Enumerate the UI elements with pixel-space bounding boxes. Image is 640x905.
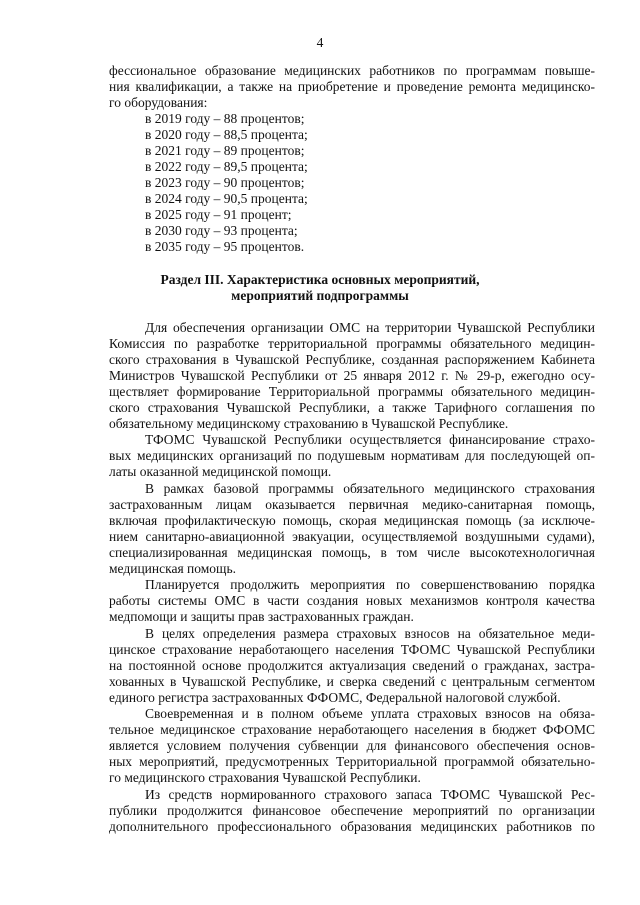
text-line: латы оказанной медицинской помощи. — [109, 464, 332, 479]
list-item: в 2030 году – 93 процента; — [145, 223, 298, 238]
paragraph-first-line: ТФОМС Чувашской Республики осуществляется финансирование страхо- — [145, 432, 595, 447]
text-line: Министров Чувашской Республики от 25 января 2012 г. № 29-р, ежегодно осу- — [109, 368, 595, 383]
text-line: специализированная медицинская помощь, в том числе высокотехнологичная — [109, 545, 595, 560]
list-item: в 2020 году – 88,5 процента; — [145, 127, 308, 142]
list-item: в 2025 году – 91 процент; — [145, 207, 292, 222]
text-line: вых медицинских организаций по подушевым нормативам для последующей оп- — [109, 448, 595, 463]
text-line: единого регистра застрахованных ФФОМС, Федеральной налоговой службой. — [109, 690, 561, 705]
text-line: ния квалификации, а также на приобретение и проведение ремонта медицинско- — [109, 79, 595, 94]
text-line: медицинская помощь. — [109, 561, 236, 576]
text-line: обязательному медицинскому страхованию в Чувашской Республике. — [109, 416, 509, 431]
text-line: фессиональное образование медицинских работников по программам повыше- — [109, 63, 595, 78]
text-line: го медицинского страхования Чувашской Республики. — [109, 770, 421, 785]
paragraph-first-line: Из средств нормированного страхового запаса ТФОМС Чувашской Рес- — [145, 787, 595, 802]
list-item: в 2019 году – 88 процентов; — [145, 111, 305, 126]
text-line: цинское страхование неработающего населения ТФОМС Чувашской Республики — [109, 642, 595, 657]
list-item: в 2021 году – 89 процентов; — [145, 143, 305, 158]
section-heading: мероприятий подпрограммы — [231, 288, 409, 303]
paragraph-first-line: Планируется продолжить мероприятия по совершенствованию порядка — [145, 577, 595, 592]
paragraph-first-line: Для обеспечения организации ОМС на территории Чувашской Республики — [145, 320, 595, 335]
text-line: тельное медицинское страхование неработающего населения в бюджет ФФОМС — [109, 722, 595, 737]
text-line: застрахованным лицам оказывается первичная медико-санитарная помощь, — [109, 497, 595, 512]
text-line: ных мероприятий, предусмотренных Территориальной программой обязательно- — [109, 754, 595, 769]
text-line: работы системы ОМС в части создания новых механизмов контроля качества — [109, 593, 595, 608]
text-line: го оборудования: — [109, 95, 208, 110]
text-line: на постоянной основе продолжится актуализация сведений о гражданах, застра- — [109, 658, 595, 673]
text-line: ществляет формирование Территориальной программы обязательного медицин- — [109, 384, 595, 399]
paragraph-first-line: В рамках базовой программы обязательного медицинского страхования — [145, 481, 595, 496]
page-number: 4 — [316, 35, 324, 50]
list-item: в 2022 году – 89,5 процента; — [145, 159, 308, 174]
section-heading: Раздел III. Характеристика основных мероприятий, — [160, 272, 480, 287]
list-item: в 2024 году – 90,5 процента; — [145, 191, 308, 206]
text-line: является условием получения субвенции для финансового обеспечения основ- — [109, 738, 595, 753]
text-line: включая профилактическую помощь, скорая медицинская помощь (за исключе- — [109, 513, 595, 528]
text-line: дополнительного профессионального образования медицинских работников по — [109, 819, 595, 834]
text-line: ского страхования Чувашской Республики, а также Тарифного соглашения по — [109, 400, 595, 415]
text-line: медпомощи и защиты прав застрахованных граждан. — [109, 609, 414, 624]
text-line: ского страхования в Чувашской Республике, созданная распоряжением Кабинета — [109, 352, 595, 367]
text-line: хованных в Чувашской Республике, и сверка сведений с центральным сегментом — [109, 674, 595, 689]
text-line: Комиссия по разработке территориальной программы обязательного медицин- — [109, 336, 595, 351]
text-line: нием санитарно-авиационной эвакуации, осуществляемой воздушными судами), — [109, 529, 595, 544]
list-item: в 2023 году – 90 процентов; — [145, 175, 305, 190]
list-item: в 2035 году – 95 процентов. — [145, 239, 305, 254]
text-line: публики продолжится финансовое обеспечение мероприятий по организации — [109, 803, 595, 818]
paragraph-first-line: Своевременная и в полном объеме уплата страховых взносов на обяза- — [145, 706, 595, 721]
paragraph-first-line: В целях определения размера страховых взносов на обязательное меди- — [145, 626, 595, 641]
